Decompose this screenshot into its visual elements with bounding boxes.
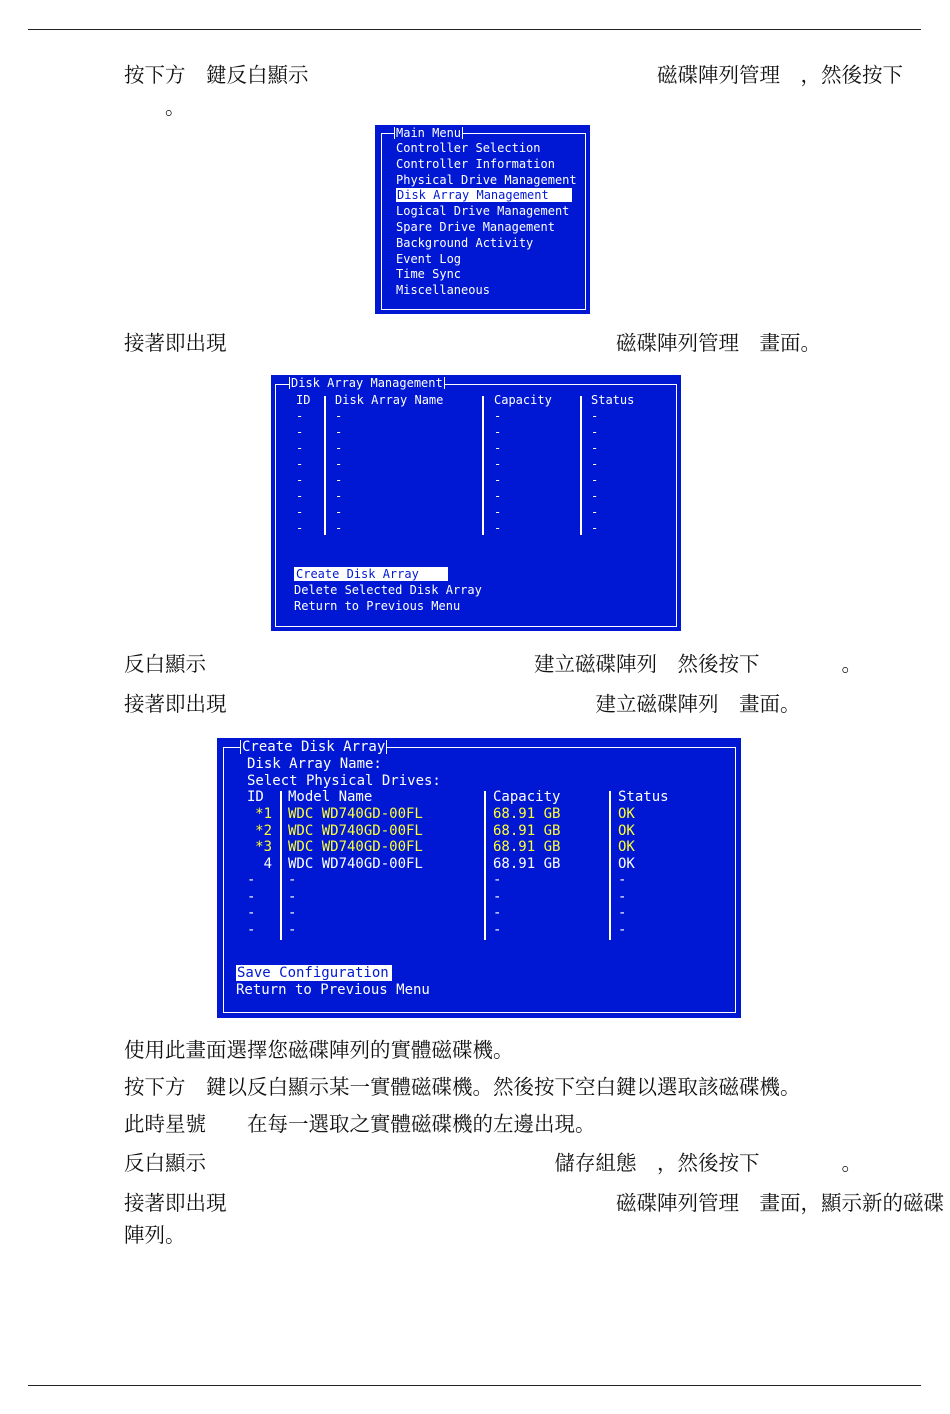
main-menu-item[interactable]: Spare Drive Management: [396, 220, 555, 234]
cda-action-item[interactable]: Return to Previous Menu: [236, 981, 430, 998]
dam-empty-cell: -: [335, 473, 343, 487]
main-menu-item[interactable]: Logical Drive Management: [396, 204, 570, 219]
paragraph-9-continued: 陣列。: [124, 1223, 186, 1247]
cda-drive-status: OK: [618, 822, 635, 839]
cda-drive-capacity: 68.91 GB: [493, 822, 561, 839]
paragraph-1: 按下方 鍵反白顯示 磁碟陣列管理 ，然後按下: [124, 63, 903, 87]
dam-empty-cell: -: [296, 505, 304, 519]
dam-empty-cell: -: [591, 473, 599, 487]
dam-empty-cell: -: [494, 457, 502, 471]
cda-header-capacity: Capacity: [493, 789, 561, 805]
cda-drive-id: *2: [255, 822, 272, 839]
cda-col-divider: [484, 791, 486, 940]
cda-drive-model[interactable]: WDC WD740GD-00FL: [288, 855, 423, 872]
dam-empty-cell: -: [591, 505, 599, 519]
paragraph-3: 反白顯示 建立磁碟陣列 然後按下 。: [124, 652, 862, 676]
paragraph-8: 反白顯示 儲存組態 ，然後按下 。: [124, 1151, 862, 1175]
cda-empty-cell: -: [247, 872, 256, 888]
cda-empty-cell: -: [288, 921, 297, 938]
cda-drive-capacity: 68.91 GB: [493, 855, 561, 872]
dam-empty-cell: -: [591, 409, 599, 423]
paragraph-6: 按下方 鍵以反白顯示某一實體磁碟機。然後按下空白鍵以選取該磁碟機。: [124, 1075, 801, 1099]
cda-empty-cell: -: [493, 921, 502, 938]
dam-empty-cell: -: [591, 521, 599, 535]
disk-array-management-screen: [271, 375, 681, 631]
cda-empty-cell: -: [288, 905, 297, 921]
dam-empty-cell: -: [335, 441, 343, 455]
cda-drive-status: OK: [618, 839, 635, 855]
dam-empty-cell: -: [335, 489, 343, 503]
main-menu-item[interactable]: Controller Information: [396, 156, 555, 171]
dam-empty-cell: -: [335, 505, 343, 519]
dam-empty-cell: -: [591, 441, 599, 455]
main-menu-item[interactable]: Physical Drive Management: [396, 172, 577, 187]
dam-empty-cell: -: [494, 409, 502, 423]
main-menu-item[interactable]: Disk Array Management: [396, 188, 572, 202]
dam-title: Disk Array Management: [291, 376, 443, 390]
cda-empty-cell: -: [618, 921, 627, 938]
dam-col-divider: [482, 396, 484, 535]
cda-drive-id: *1: [255, 806, 272, 822]
cda-empty-cell: -: [288, 872, 297, 888]
cda-header-id: ID: [247, 789, 264, 805]
cda-action-item[interactable]: Save Configuration: [236, 965, 392, 981]
dam-col-divider: [580, 396, 582, 535]
dam-empty-cell: -: [591, 457, 599, 471]
dam-empty-cell: -: [494, 489, 502, 503]
cda-drive-status: OK: [618, 806, 635, 822]
dam-empty-cell: -: [335, 425, 343, 439]
main-menu-title: Main Menu: [396, 126, 462, 140]
paragraph-1-continued: 。: [124, 95, 186, 119]
cda-title: Create Disk Array: [242, 739, 386, 755]
cda-name-label: Disk Array Name:: [247, 756, 382, 772]
top-rule: [28, 29, 921, 30]
cda-empty-cell: -: [493, 888, 502, 905]
dam-empty-cell: -: [494, 473, 502, 487]
main-menu-item[interactable]: Background Activity: [396, 235, 534, 250]
cda-empty-cell: -: [493, 872, 502, 888]
cda-drive-id: *3: [255, 839, 272, 855]
dam-action-item[interactable]: Return to Previous Menu: [294, 599, 461, 613]
cda-empty-cell: -: [493, 905, 502, 921]
main-menu-item[interactable]: Time Sync: [396, 267, 462, 282]
dam-header-id: ID: [296, 393, 311, 407]
paragraph-4: 接著即出現 建立磁碟陣列 畫面。: [124, 692, 801, 716]
paragraph-9: 接著即出現 磁碟陣列管理 畫面，顯示新的磁碟: [124, 1191, 944, 1215]
dam-empty-cell: -: [591, 489, 599, 503]
cda-drive-capacity: 68.91 GB: [493, 806, 561, 822]
cda-drive-id: 4: [263, 855, 272, 872]
create-disk-array-screen: [217, 738, 741, 1018]
dam-empty-cell: -: [296, 409, 304, 423]
cda-drive-status: OK: [618, 855, 635, 872]
main-menu-item[interactable]: Event Log: [396, 251, 462, 266]
cda-drive-model[interactable]: WDC WD740GD-00FL: [288, 806, 423, 822]
dam-empty-cell: -: [335, 409, 343, 423]
dam-empty-cell: -: [296, 457, 304, 471]
main-menu-item[interactable]: Miscellaneous: [396, 283, 490, 298]
cda-empty-cell: -: [247, 888, 256, 905]
bottom-rule: [28, 1385, 921, 1386]
cda-empty-cell: -: [288, 888, 297, 905]
cda-empty-cell: -: [618, 872, 627, 888]
dam-empty-cell: -: [494, 521, 502, 535]
dam-empty-cell: -: [296, 521, 304, 535]
paragraph-2: 接著即出現 磁碟陣列管理 畫面。: [124, 331, 821, 355]
dam-header-capacity: Capacity: [494, 393, 552, 407]
dam-empty-cell: -: [296, 441, 304, 455]
cda-header-status: Status: [618, 789, 669, 805]
dam-action-item[interactable]: Create Disk Array: [294, 567, 448, 581]
cda-header-model: Model Name: [288, 789, 373, 805]
dam-empty-cell: -: [494, 441, 502, 455]
cda-drive-capacity: 68.91 GB: [493, 839, 561, 855]
paragraph-5: 使用此畫面選擇您磁碟陣列的實體磁碟機。: [124, 1038, 514, 1062]
dam-empty-cell: -: [494, 505, 502, 519]
dam-empty-cell: -: [494, 425, 502, 439]
dam-action-item[interactable]: Delete Selected Disk Array: [294, 583, 482, 597]
dam-empty-cell: -: [296, 425, 304, 439]
cda-empty-cell: -: [618, 888, 627, 905]
cda-empty-cell: -: [247, 921, 256, 938]
dam-header-status: Status: [591, 393, 635, 407]
paragraph-7: 此時星號 在每一選取之實體磁碟機的左邊出現。: [124, 1112, 596, 1136]
cda-col-divider: [609, 791, 611, 940]
main-menu-item[interactable]: Controller Selection: [396, 141, 541, 155]
cda-col-divider: [280, 791, 282, 940]
dam-empty-cell: -: [335, 521, 343, 535]
dam-empty-cell: -: [591, 425, 599, 439]
cda-empty-cell: -: [247, 905, 256, 921]
cda-empty-cell: -: [618, 905, 627, 921]
cda-select-label: Select Physical Drives:: [247, 773, 441, 789]
dam-header-name: Disk Array Name: [335, 393, 444, 407]
dam-empty-cell: -: [296, 473, 304, 487]
main-menu-screen: [375, 125, 590, 314]
dam-empty-cell: -: [296, 489, 304, 503]
dam-empty-cell: -: [335, 457, 343, 471]
cda-drive-model[interactable]: WDC WD740GD-00FL: [288, 839, 423, 855]
cda-drive-model[interactable]: WDC WD740GD-00FL: [288, 822, 423, 839]
dam-col-divider: [324, 396, 326, 535]
